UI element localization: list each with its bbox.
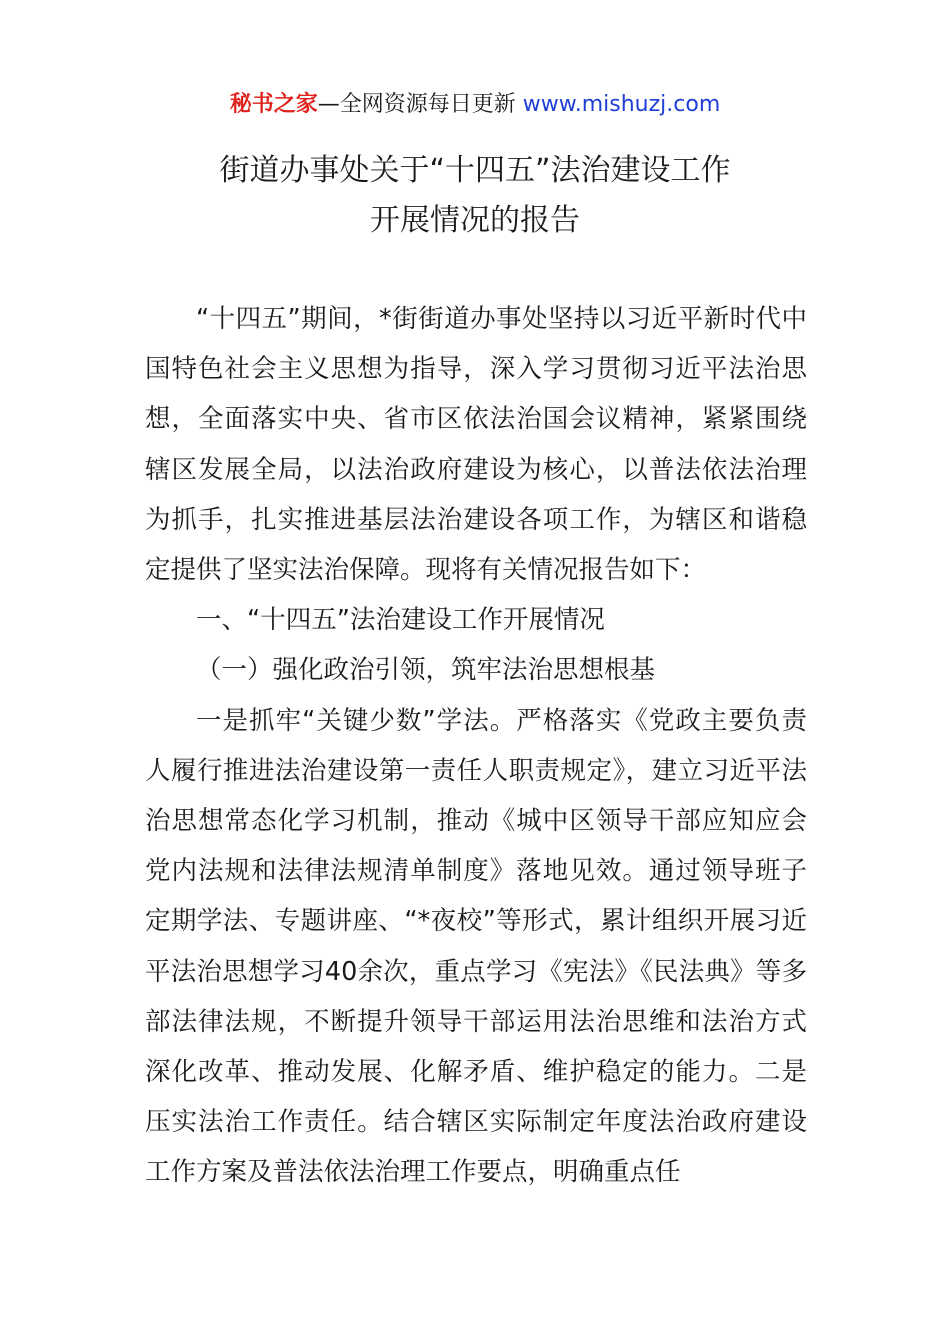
brand-name: 秘书之家 (229, 92, 318, 117)
intro-paragraph: “十四五”期间，*街街道办事处坚持以习近平新时代中国特色社会主义思想为指导，深入学习贯彻习近平法治思想，全面落实中央、省市区依法治国会议精神，紧紧围绕辖区发展全局，以法治政府建设为核心，以普法依法治理为抓手，扎实推进基层法治建设各项工作，为辖区和谐稳定提供了坚实法治保障。现将有关情况报告如下： (145, 304, 807, 586)
title-line-2: 开展情况的报告 (370, 203, 580, 238)
site-url-link[interactable]: www.mishuzj.com (522, 92, 721, 117)
header-tagline: —全网资源每日更新 (317, 92, 523, 117)
document-title (0, 146, 950, 246)
body-paragraph: 一是抓牢“关键少数”学法。严格落实《党政主要负责人履行推进法治建设第一责任人职责规定》，建立习近平法治思想常态化学习机制，推动《城中区领导干部应知应会党内法规和法律法规清单制度》落地见效。通过领导班子定期学法、专题讲座、“*夜校”等形式，累计组织开展习近平法治思想学习40余次，重点学习《宪法》《民法典》等多部法律法规，不断提升领导干部运用法治思维和法治方式深化改革、推动发展、化解矛盾、维护稳定的能力。二是压实法治工作责任。结合辖区实际制定年度法治政府建设工作方案及普法依法治理工作要点，明确重点任 (145, 705, 807, 1188)
subsection-heading: （一）强化政治引领，筑牢法治思想根基 (196, 655, 656, 686)
site-header (0, 88, 950, 122)
document-body (145, 294, 807, 1198)
section-heading: 一、“十四五”法治建设工作开展情况 (196, 605, 605, 636)
title-line-1: 街道办事处关于“十四五”法治建设工作 (219, 153, 731, 188)
